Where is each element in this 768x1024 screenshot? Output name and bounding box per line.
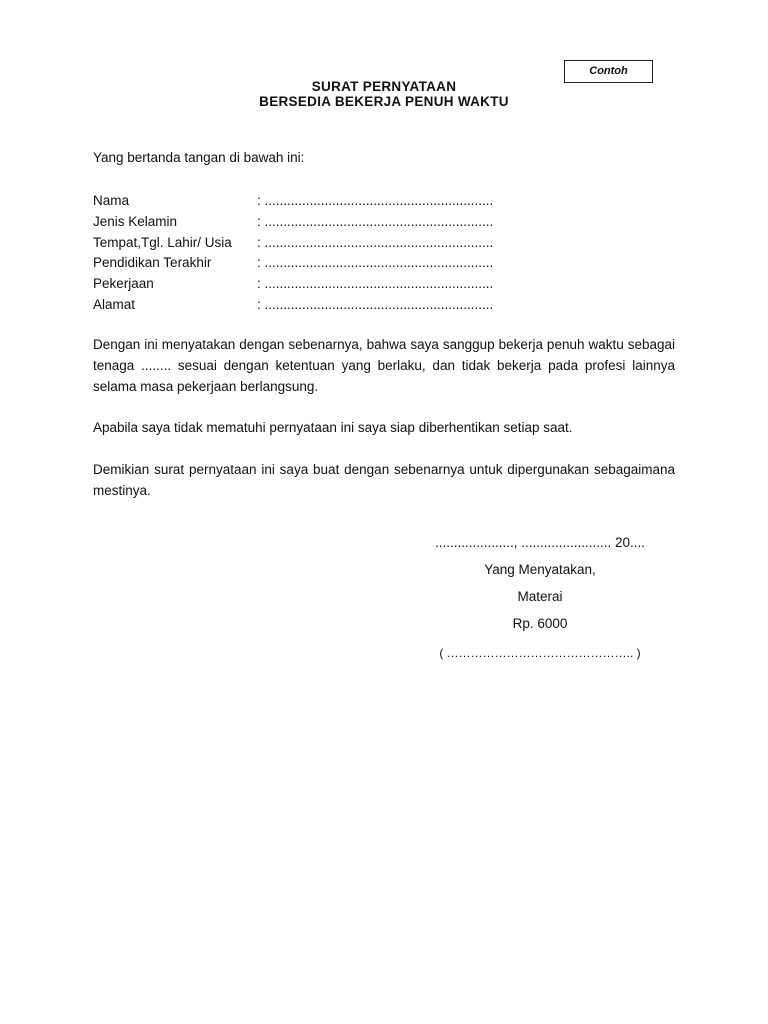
field-label: Pendidikan Terakhir <box>93 255 212 271</box>
field-row-jenis-kelamin <box>93 212 493 233</box>
document-subtitle: BERSEDIA BEKERJA PENUH WAKTU <box>259 94 509 109</box>
consequence-paragraph: Apabila saya tidak mematuhi pernyataan ini saya siap diberhentikan setiap saat. <box>93 420 573 435</box>
field-label: Pekerjaan <box>93 276 154 292</box>
field-label: Tempat,Tgl. Lahir/ Usia <box>93 234 232 250</box>
field-value-blank: : ............................................................. <box>257 276 494 292</box>
field-value-blank: : ............................................................. <box>257 234 494 250</box>
field-label: Jenis Kelamin <box>93 213 178 229</box>
document-title: SURAT PERNYATAAN <box>311 79 457 94</box>
signature-stamp-duty-amount: Rp. 6000 <box>512 616 568 631</box>
signature-name-line: ( ……………………………………….. ) <box>439 646 641 660</box>
signature-place-date: ....................., ........................ 20.... <box>434 535 646 550</box>
intro-text: Yang bertanda tangan di bawah ini: <box>93 150 305 165</box>
field-value-blank: : ............................................................. <box>257 296 494 312</box>
statement-paragraph: Dengan ini menyatakan dengan sebenarnya, bahwa saya sanggup bekerja penuh waktu sebagai tenaga ........ sesuai dengan ketentuan yang berlaku, dan tidak bekerja pada profesi lainnya selama masa pekerjaan berlangsung. <box>93 337 675 394</box>
field-value-blank: : ............................................................. <box>257 255 494 271</box>
field-row-pendidikan <box>93 253 493 274</box>
field-row-nama <box>93 191 493 212</box>
signature-stamp-duty-label: Materai <box>517 589 563 604</box>
field-row-tempat-tgl-lahir <box>93 233 493 254</box>
identity-fields <box>93 191 493 316</box>
field-row-alamat <box>93 295 493 316</box>
field-row-pekerjaan <box>93 274 493 295</box>
field-label: Nama <box>93 193 130 208</box>
signature-declarant-label: Yang Menyatakan, <box>484 562 596 577</box>
sample-stamp-label: Contoh <box>564 60 653 83</box>
field-label: Alamat <box>93 296 136 312</box>
field-value-blank: : ............................................................. <box>257 213 494 229</box>
field-value-blank: : ............................................................. <box>257 193 494 208</box>
closing-paragraph: Demikian surat pernyataan ini saya buat dengan sebenarnya untuk dipergunakan sebagaimana mestinya. <box>93 462 675 498</box>
